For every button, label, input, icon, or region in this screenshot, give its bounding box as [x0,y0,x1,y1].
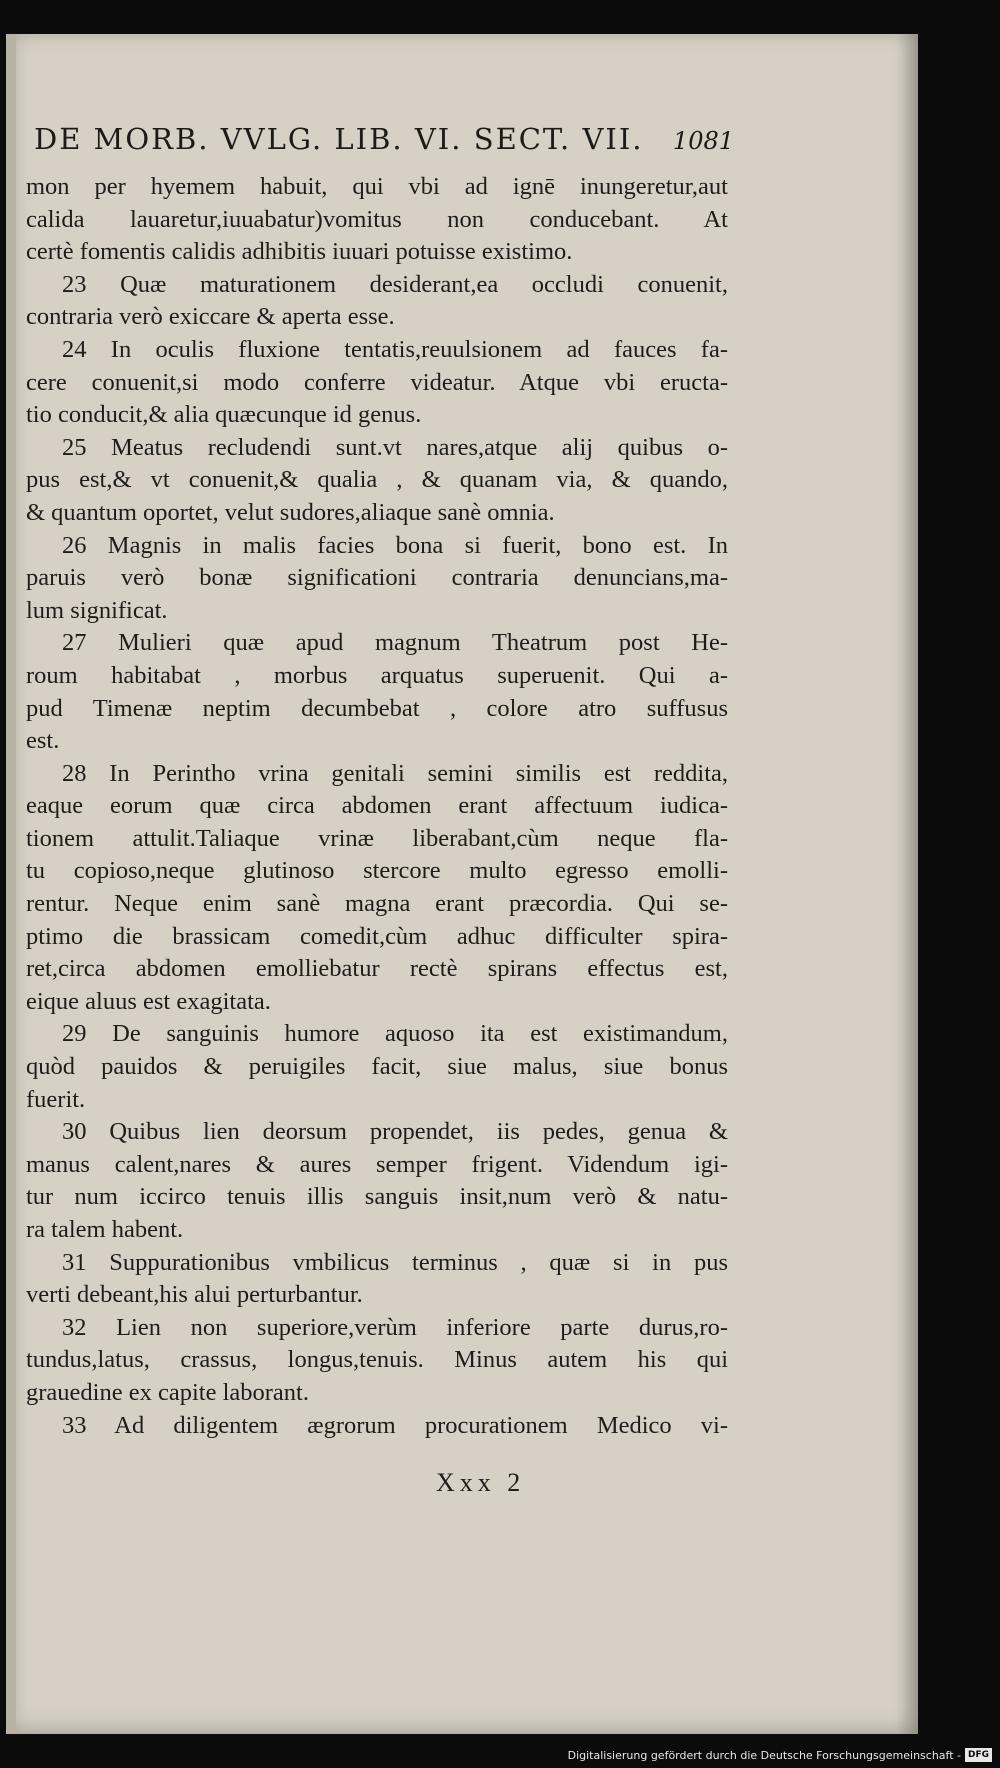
text-line: rentur. Neque enim sanè magna erant præcordia. Qui se- [26,890,728,918]
text-line: pud Timenæ neptim decumbebat , colore atro suffusus [26,694,728,722]
text-line: manus calent,nares & aures semper frigent. Videndum igi- [26,1150,728,1178]
text-line: tu copioso,neque glutinoso stercore multo egresso emolli- [26,857,728,885]
text-line: 30 Quibus lien deorsum propendet, iis pedes, genua & [62,1118,728,1146]
text-line: certè fomentis calidis adhibitis iuuari potuisse existimo. [26,238,573,266]
text-line: ret,circa abdomen emolliebatur rectè spirans effectus est, [26,955,728,983]
text-line: 23 Quæ maturationem desiderant,ea occludi conuenit, [62,270,728,298]
text-line: & quantum oportet, velut sudores,aliaque sanè omnia. [26,498,555,526]
text-line: 28 In Perintho vrina genitali semini similis est reddita, [62,759,728,787]
text-line: cere conuenit,si modo conferre videatur. Atque vbi eructa- [26,368,728,396]
text-line: eaque eorum quæ circa abdomen erant affectuum iudica- [26,792,728,820]
text-line: ra talem habent. [26,1216,184,1243]
text-line: calida lauaretur,iuuabatur)vomitus non conducebant. At [26,205,728,233]
text-line: est. [26,727,60,755]
signature-mark: Xxx 2 [436,1468,526,1497]
text-line: lum significat. [26,596,168,624]
text-line: fuerit. [26,1085,86,1113]
text-line: 29 De sanguinis humore aquoso ita est existimandum, [62,1020,728,1048]
running-header [34,122,734,156]
text-line: contraria verò exiccare & aperta esse. [26,303,395,331]
text-line: 27 Mulieri quæ apud magnum Theatrum post He- [62,629,728,657]
text-line: ptimo die brassicam comedit,cùm adhuc difficulter spira- [26,922,728,950]
text-line: verti debeant,his alui perturbantur. [26,1281,363,1309]
text-line: 33 Ad diligentem ægrorum procurationem Medico vi- [62,1411,728,1439]
running-title: DE MORB. VVLG. LIB. VI. SECT. VII. [34,122,644,156]
text-line: 32 Lien non superiore,verùm inferiore parte durus,ro- [62,1313,728,1341]
text-line: 25 Meatus recludendi sunt.vt nares,atque alij quibus o- [62,433,728,461]
text-line: paruis verò bonæ significationi contraria denuncians,ma- [26,564,728,592]
text-line: roum habitabat , morbus arquatus superuenit. Qui a- [26,661,728,689]
text-line: tio conducit,& alia quæcunque id genus. [26,401,422,429]
text-line: tundus,latus, crassus, longus,tenuis. Minus autem his qui [26,1346,728,1374]
folio-number: 1081 [672,127,734,155]
text-line: tionem attulit.Taliaque vrinæ liberabant,cùm neque fla- [26,824,728,852]
credit-text: Digitalisierung gefördert durch die Deutsche Forschungsgemeinschaft - [567,1748,961,1762]
digitization-credit [0,1745,992,1765]
text-line: pus est,& vt conuenit,& qualia , & quanam via, & quando, [26,466,728,494]
text-line: 26 Magnis in malis facies bona si fuerit, bono est. In [62,531,728,559]
text-line: 24 In oculis fluxione tentatis,reuulsionem ad fauces fa- [62,335,728,363]
dfg-logo: DFG [965,1748,992,1762]
text-line: tur num iccirco tenuis illis sanguis insit,num verò & natu- [26,1183,728,1211]
text-line: quòd pauidos & peruigiles facit, siue malus, siue bonus [26,1053,728,1081]
text-line: eique aluus est exagitata. [26,987,271,1015]
text-line: 31 Suppurationibus vmbilicus terminus , quæ si in pus [62,1248,728,1276]
book-page [6,34,918,1734]
text-line: mon per hyemem habuit, qui vbi ad ignē inungeretur,aut [26,173,728,200]
text-line: grauedine ex capite laborant. [26,1378,309,1406]
body-text [26,171,728,1442]
